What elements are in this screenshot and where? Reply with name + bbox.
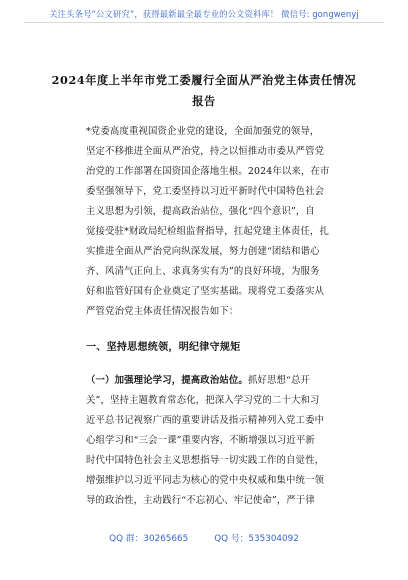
paragraph-line: 近平总书记视察广西的重要讲话及指示精神列入党工委中 [86,415,325,426]
subsection-paragraph [86,371,336,511]
paragraph-line: 增强维护以习近平同志为核心的党中央权威和集中统一领 [86,475,325,486]
paragraph-line: 主义思想为引领，提高政治站位，强化“四个意识”，自 [86,206,315,217]
paragraph-line: 导的政治性，主动践行“不忘初心、牢记使命”，严于律 [86,495,315,506]
paragraph-line: 觉接受驻*财政局纪检组监督指导，扛起党建主体责任，扎 [86,226,329,237]
subsection-heading: （一）加强理论学习，提高政治站位。 [86,375,248,386]
paragraph-line: 关”，坚持主题教育常态化，把深入学习党的二十大和习 [86,395,320,406]
paragraph-line: 坚定不移推进全面从严治党，持之以恒推动市委从严管党 [86,146,325,157]
qq-group-text: QQ 群：30265665 [109,534,189,544]
document-title [40,70,368,112]
paragraph-line: 齐、风清气正向上、求真务实有为”的良好环境，为服务 [86,266,320,277]
paragraph-line: 实推进全面从严治党向纵深发展，努力创建“团结和谐心 [86,246,320,257]
footer-contact [0,531,408,544]
intro-paragraph [86,122,336,322]
title-line: 报告 [192,94,216,108]
header-divider [24,22,384,23]
paragraph-line: 好和监管好国有企业奠定了坚实基础。现将党工委落实从 [86,286,325,297]
paragraph-line: 时代中国特色社会主义思想指导一切实践工作的自觉性， [86,455,325,466]
section-heading: 一、坚持思想统领，明纪律守规矩 [86,342,241,353]
paragraph-line [86,371,336,391]
paragraph-line: 心组学习和“三会一课”重要内容，不断增强以习近平新 [86,435,315,446]
paragraph-line: 治党的工作部署在国资国企落地生根。2024年以来，在市 [86,166,330,177]
paragraph-line: *党委高度重视国资企业党的建设，全面加强党的领导， [86,126,320,137]
qq-number-text: QQ 号：535304092 [214,534,299,544]
title-line: 2024年度上半年市党工委履行全面从严治党主体责任情况 [51,73,357,87]
paragraph-text: 抓好思想“总开 [247,375,311,386]
paragraph-line: 严管党治党主体责任情况报告如下： [86,306,239,317]
header-promo-text: 关注头条号“公文研究”，获得最新最全最专业的公文资料库！ 微信号: gongwenyj [49,9,359,19]
paragraph-line: 委坚强领导下，党工委坚持以习近平新时代中国特色社会 [86,186,325,197]
